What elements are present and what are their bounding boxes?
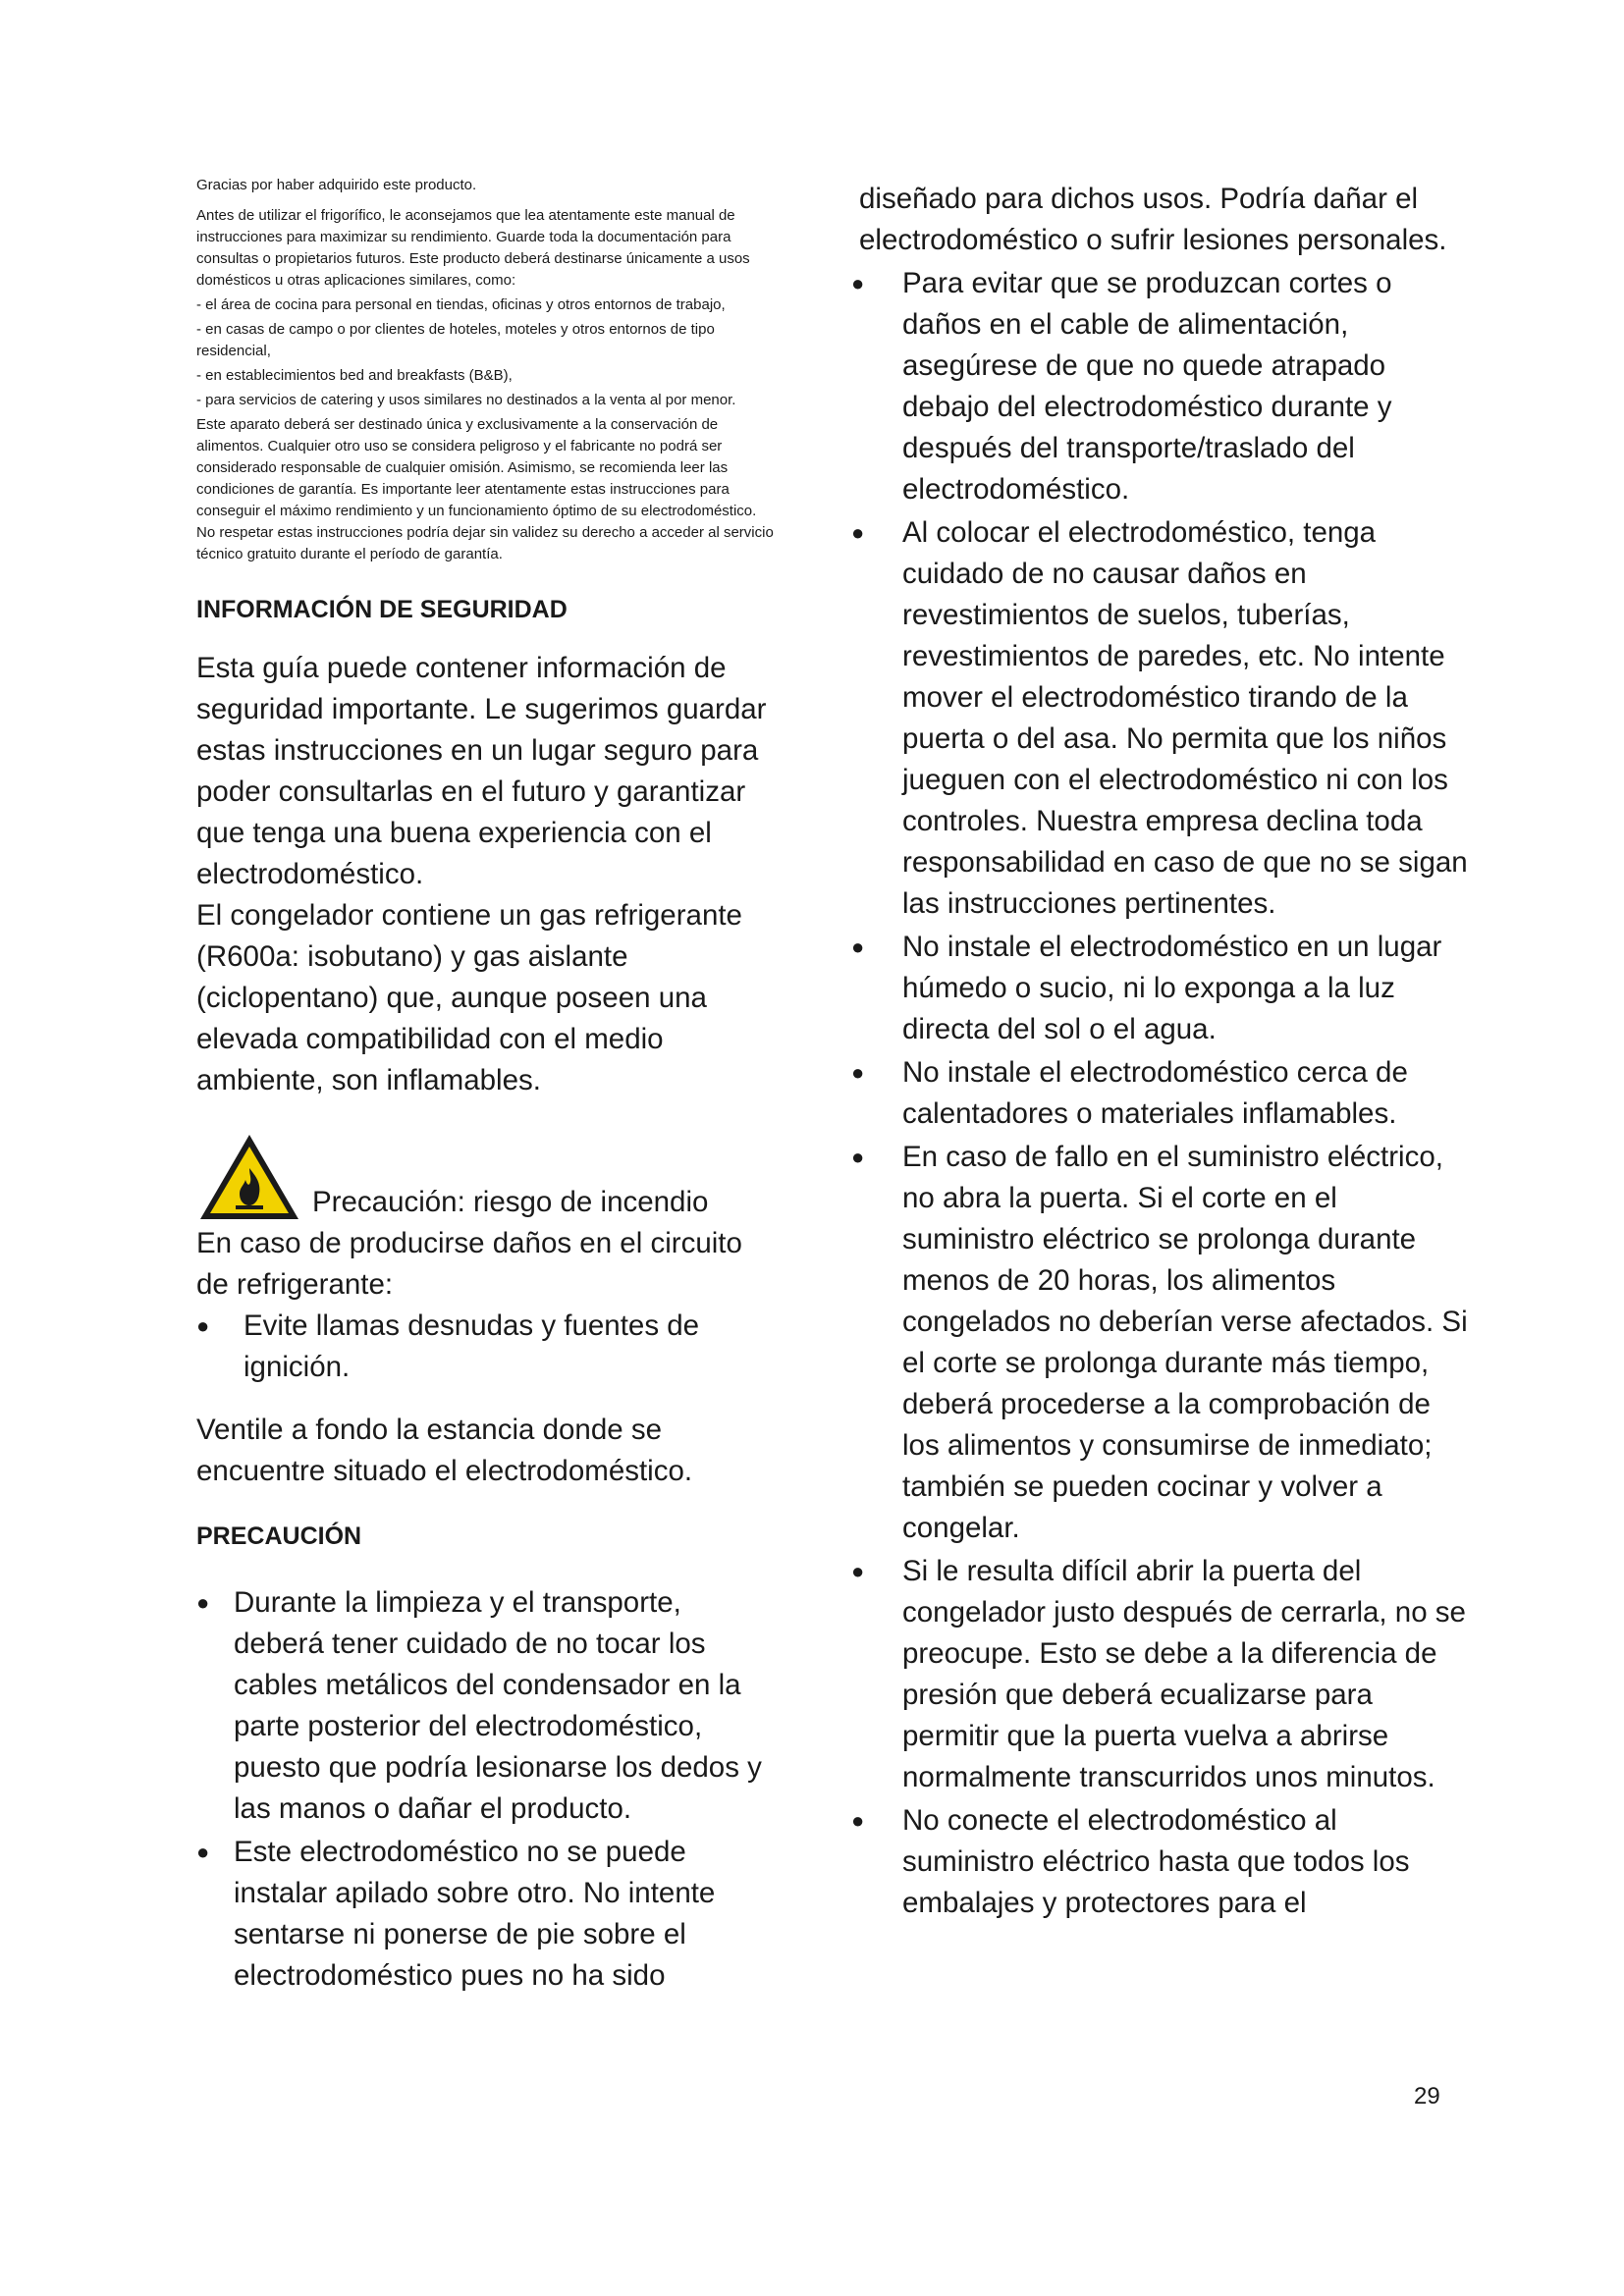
- safety-paragraph-2: El congelador contiene un gas refrigerante (R600a: isobutano) y gas aislante (ciclopentano) que, aunque poseen una elevada compatibilidad con el medio ambiente, son inflamables.: [196, 899, 742, 1096]
- bullet-dot: ●: [851, 271, 865, 295]
- intro-list-item: - en establecimientos bed and breakfasts (B&B),: [196, 367, 513, 384]
- ignition-list: [196, 1306, 776, 1388]
- bullet-text: Al colocar el electrodoméstico, tenga cuidado de no causar daños en revestimientos de suelos, tuberías, revestimientos de paredes, etc. No intente mover el electrodoméstico tirando de la puerta o del asa. No permita que los niños jueguen con el electrodoméstico ni con los controles. Nuestra empresa declina toda responsabilidad en caso de que no se sigan las instrucciones pertinentes.: [902, 516, 1468, 920]
- fire-warning: [196, 1131, 776, 1221]
- bullet-dot: ●: [851, 1060, 865, 1085]
- bullet-text: Durante la limpieza y el transporte, deberá tener cuidado de no tocar los cables metálicos del condensador en la parte posterior del electrodoméstico, puesto que podría lesionarse los dedos y las manos o dañar el producto.: [234, 1586, 762, 1825]
- intro-list-item: - el área de cocina para personal en tiendas, oficinas y otros entornos de trabajo,: [196, 296, 726, 313]
- list-item: [851, 1551, 1468, 1798]
- list-item: [851, 512, 1468, 925]
- intro-thanks: Gracias por haber adquirido este producto.: [196, 177, 477, 193]
- bullet-text: No instale el electrodoméstico en un lugar húmedo o sucio, ni lo exponga a la luz directa del sol o el agua.: [902, 931, 1442, 1045]
- list-item: [851, 1052, 1468, 1135]
- intro-paragraph-1: Antes de utilizar el frigorífico, le aconsejamos que lea atentamente este manual de instrucciones para maximizar su rendimiento. Guarde toda la documentación para consultas o propietarios futuros. Este producto deberá destinarse únicamente a usos domésticos u otras aplicaciones similares, como:: [196, 207, 750, 289]
- intro-paragraph-2: Este aparato deberá ser destinado única y exclusivamente a la conservación de alimentos. Cualquier otro uso se considera peligroso y el fabricante no podrá ser considerado responsable de cualquier omisión. Asimismo, se recomienda leer las condiciones de garantía. Es importante leer atentamente estas instrucciones para conseguir el máximo rendimiento y un funcionamiento óptimo de su electrodoméstico. No respetar estas instrucciones podría dejar sin validez su derecho a acceder al servicio técnico gratuito durante el período de garantía.: [196, 416, 774, 562]
- list-item: [196, 1582, 776, 1830]
- bullet-dot: ●: [196, 1840, 210, 1864]
- flammable-warning-icon: [196, 1131, 302, 1225]
- bullet-dot: ●: [851, 934, 865, 959]
- intro-text: [196, 175, 776, 565]
- bullet-text: Si le resulta difícil abrir la puerta del congelador justo después de cerrarla, no se preocupe. Esto se debe a la diferencia de presión que deberá ecualizarse para permitir que la puerta vuelva a abrirse normalmente transcurridos unos minutos.: [902, 1555, 1466, 1793]
- precaution-list: [196, 1582, 776, 1997]
- bullet-text: En caso de fallo en el suministro eléctrico, no abra la puerta. Si el corte en el suministro eléctrico se prolonga durante menos de 20 horas, los alimentos congelados no deberían verse afectados. Si el corte se prolonga durante más tiempo, deberá procederse a la comprobación de los alimentos y consumirse de inmediato; también se pueden cocinar y volver a congelar.: [902, 1141, 1468, 1544]
- warning-label: Precaución: riesgo de incendio: [312, 1186, 709, 1218]
- safety-heading: INFORMACIÓN DE SEGURIDAD: [196, 596, 568, 623]
- bullet-dot: ●: [851, 1559, 865, 1583]
- bullet-dot: ●: [851, 1145, 865, 1169]
- right-column: [851, 179, 1468, 1926]
- list-item: [851, 263, 1468, 510]
- safety-paragraph-1: Esta guía puede contener información de seguridad importante. Le sugerimos guardar estas instrucciones en un lugar seguro para poder consultarlas en el futuro y garantizar que tenga una buena experiencia con el electrodoméstico.: [196, 652, 767, 890]
- left-column: [196, 175, 776, 1997]
- continuation-paragraph: diseñado para dichos usos. Podría dañar el electrodoméstico o sufrir lesiones personales.: [859, 183, 1447, 256]
- bullet-text: Evite llamas desnudas y fuentes de ignición.: [244, 1309, 700, 1383]
- bullet-dot: ●: [851, 520, 865, 545]
- bullet-text: Para evitar que se produzcan cortes o daños en el cable de alimentación, asegúrese de que no quede atrapado debajo del electrodoméstico durante y después del transporte/traslado del electrodoméstico.: [902, 267, 1392, 506]
- bullet-text: Este electrodoméstico no se puede instalar apilado sobre otro. No intente sentarse ni ponerse de pie sobre el electrodoméstico pues no ha sido: [234, 1836, 716, 1992]
- list-item: [851, 927, 1468, 1050]
- page-number: 29: [1414, 2083, 1440, 2109]
- list-item: [196, 1306, 776, 1388]
- list-item: [851, 1137, 1468, 1549]
- intro-list-item: - para servicios de catering y usos similares no destinados a la venta al por menor.: [196, 392, 736, 408]
- bullet-dot: ●: [851, 1808, 865, 1833]
- safety-paragraph-3: En caso de producirse daños en el circuito de refrigerante:: [196, 1227, 742, 1301]
- precaution-heading: PRECAUCIÓN: [196, 1522, 362, 1550]
- safety-paragraph-4: Ventile a fondo la estancia donde se encuentre situado el electrodoméstico.: [196, 1414, 693, 1487]
- bullet-text: No instale el electrodoméstico cerca de calentadores o materiales inflamables.: [902, 1056, 1408, 1130]
- list-item: [851, 1800, 1468, 1924]
- list-item: [196, 1832, 776, 1997]
- bullet-dot: ●: [196, 1313, 210, 1338]
- intro-list-item: - en casas de campo o por clientes de hoteles, moteles y otros entornos de tipo residencial,: [196, 321, 715, 359]
- right-bullet-list: [851, 263, 1468, 1924]
- bullet-text: No conecte el electrodoméstico al suministro eléctrico hasta que todos los embalajes y protectores para el: [902, 1804, 1410, 1919]
- bullet-dot: ●: [196, 1590, 210, 1615]
